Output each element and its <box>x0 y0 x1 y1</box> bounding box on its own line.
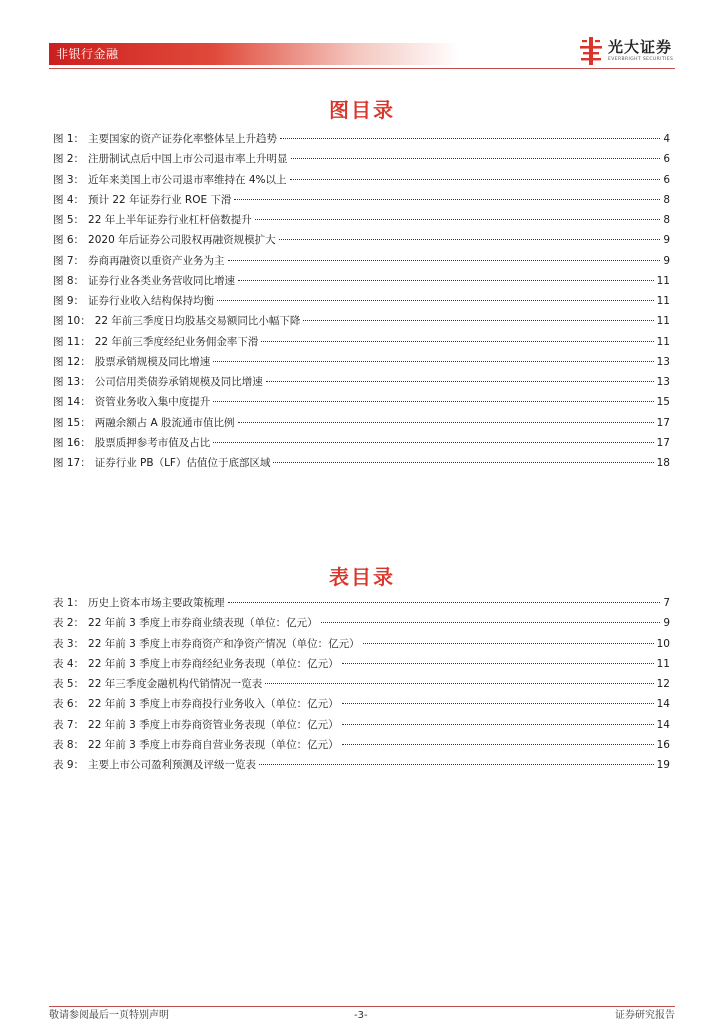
toc-entry-label: 图 14： <box>53 396 91 409</box>
toc-dot-leader <box>321 621 661 623</box>
toc-entry-label: 图 16： <box>53 436 91 449</box>
toc-entry-page: 11 <box>656 315 670 328</box>
toc-entry[interactable] <box>53 311 670 331</box>
toc-entry[interactable] <box>53 190 670 210</box>
toc-entry-label: 表 2： <box>53 617 85 630</box>
toc-entry-page: 4 <box>663 133 670 145</box>
figures-toc-title: 图目录 <box>329 98 395 122</box>
toc-entry-title: 证券行业收入结构保持均衡 <box>88 295 215 307</box>
toc-dot-leader <box>342 743 654 745</box>
toc-entry-page: 16 <box>656 738 670 751</box>
toc-dot-leader <box>266 380 654 382</box>
toc-entry[interactable] <box>53 129 670 149</box>
toc-dot-leader <box>234 198 660 200</box>
toc-entry[interactable] <box>53 755 670 775</box>
toc-dot-leader <box>265 682 653 684</box>
toc-entry-title: 2020 年后证券公司股权再融资规模扩大 <box>88 234 276 247</box>
toc-entry-page: 19 <box>656 759 670 771</box>
toc-entry[interactable] <box>53 413 670 433</box>
toc-entry-page: 11 <box>656 657 670 670</box>
toc-entry-page: 14 <box>656 698 670 711</box>
toc-entry-label: 图 10： <box>53 315 91 328</box>
toc-entry-title: 22 年前 3 季度上市券商资管业务表现（单位：亿元） <box>88 718 339 731</box>
toc-entry[interactable] <box>53 332 670 352</box>
header-section-label: 非银行金融 <box>56 47 119 61</box>
toc-entry-label: 图 2： <box>53 153 85 166</box>
toc-entry-label: 表 3： <box>53 637 85 650</box>
toc-entry-label: 图 12： <box>53 355 91 368</box>
toc-entry-label: 图 13： <box>53 376 91 388</box>
toc-entry-title: 券商再融资以重资产业务为主 <box>88 254 225 267</box>
toc-entry[interactable] <box>53 433 670 453</box>
toc-entry[interactable] <box>53 593 670 613</box>
toc-dot-leader <box>255 218 661 220</box>
toc-entry-page: 11 <box>656 335 670 348</box>
toc-dot-leader <box>342 662 654 664</box>
tables-toc-list <box>53 593 670 775</box>
toc-entry-title: 主要国家的资产证券化率整体呈上升趋势 <box>88 133 278 145</box>
toc-entry[interactable] <box>53 291 670 311</box>
toc-entry[interactable] <box>53 230 670 250</box>
toc-entry[interactable] <box>53 735 670 755</box>
everbright-logo <box>580 37 680 67</box>
toc-dot-leader <box>342 723 654 725</box>
toc-entry-page: 14 <box>656 718 670 731</box>
toc-dot-leader <box>238 421 654 423</box>
toc-dot-leader <box>213 360 653 362</box>
toc-entry[interactable] <box>53 715 670 735</box>
toc-entry-page: 15 <box>656 396 670 409</box>
toc-entry-label: 图 8： <box>53 274 85 287</box>
toc-entry-label: 图 1： <box>53 133 85 145</box>
toc-entry-page: 10 <box>656 637 670 650</box>
toc-entry-title: 22 年前 3 季度上市券商投行业务收入（单位：亿元） <box>88 698 339 711</box>
toc-dot-leader <box>228 601 661 603</box>
toc-entry[interactable] <box>53 372 670 392</box>
toc-entry-label: 图 9： <box>53 295 85 307</box>
toc-entry-title: 证券行业 PB（LF）估值位于底部区域 <box>94 457 271 469</box>
toc-entry-page: 13 <box>656 376 670 388</box>
toc-entry-title: 主要上市公司盈利预测及评级一览表 <box>88 759 257 771</box>
toc-entry-title: 证券行业各类业务营收同比增速 <box>88 274 236 287</box>
toc-entry-page: 6 <box>663 153 670 166</box>
toc-entry-title: 22 年前 3 季度上市券商业绩表现（单位：亿元） <box>88 617 318 630</box>
toc-dot-leader <box>273 461 653 463</box>
toc-entry-title: 预计 22 年证券行业 ROE 下滑 <box>88 193 232 206</box>
toc-entry-label: 图 7： <box>53 254 85 267</box>
toc-entry-label: 图 6： <box>53 234 85 247</box>
everbright-logo-icon <box>580 37 602 65</box>
toc-entry-title: 资管业务收入集中度提升 <box>94 396 211 409</box>
toc-dot-leader <box>290 178 661 180</box>
tables-toc-title: 表目录 <box>329 565 395 589</box>
toc-dot-leader <box>217 299 654 301</box>
toc-dot-leader <box>213 441 653 443</box>
toc-entry-page: 6 <box>663 173 670 186</box>
toc-entry[interactable] <box>53 352 670 372</box>
toc-dot-leader <box>238 279 654 281</box>
toc-entry-title: 22 年前 3 季度上市券商自营业务表现（单位：亿元） <box>88 738 339 751</box>
toc-entry-page: 8 <box>663 214 670 226</box>
toc-entry-title: 注册制试点后中国上市公司退市率上升明显 <box>88 153 288 166</box>
toc-dot-leader <box>291 157 661 159</box>
toc-entry-title: 历史上资本市场主要政策梳理 <box>88 597 225 609</box>
toc-entry-label: 表 5： <box>53 678 85 690</box>
toc-entry-page: 9 <box>663 234 670 247</box>
toc-entry[interactable] <box>53 674 670 694</box>
toc-entry-title: 22 年前 3 季度上市券商经纪业务表现（单位：亿元） <box>88 657 339 670</box>
toc-entry-label: 表 7： <box>53 718 85 731</box>
toc-entry[interactable] <box>53 694 670 714</box>
toc-entry-page: 11 <box>656 295 670 307</box>
toc-entry-label: 图 11： <box>53 335 91 348</box>
toc-dot-leader <box>363 642 654 644</box>
toc-entry-page: 12 <box>656 678 670 690</box>
toc-entry[interactable] <box>53 634 670 654</box>
toc-entry-label: 图 15： <box>53 416 91 429</box>
logo-english-name: EVERBRIGHT SECURITIES <box>608 57 674 62</box>
toc-entry-label: 图 4： <box>53 193 85 206</box>
toc-entry[interactable] <box>53 613 670 633</box>
toc-entry-label: 表 1： <box>53 597 85 609</box>
toc-dot-leader <box>303 319 653 321</box>
toc-entry[interactable] <box>53 170 670 190</box>
toc-dot-leader <box>279 238 661 240</box>
toc-entry-title: 股票质押参考市值及占比 <box>94 436 211 449</box>
toc-entry-page: 8 <box>663 193 670 206</box>
toc-dot-leader <box>259 763 654 765</box>
toc-dot-leader <box>228 259 661 261</box>
toc-entry[interactable] <box>53 271 670 291</box>
toc-entry-title: 22 年三季度金融机构代销情况一览表 <box>88 678 263 690</box>
figures-toc-list <box>53 129 670 473</box>
logo-chinese-name: 光大证券 <box>608 38 673 56</box>
toc-entry-page: 13 <box>656 355 670 368</box>
toc-dot-leader <box>261 340 653 342</box>
page-number: -3- <box>354 1010 368 1021</box>
toc-entry-label: 表 8： <box>53 738 85 751</box>
toc-entry-page: 18 <box>656 457 670 469</box>
toc-entry-page: 11 <box>656 274 670 287</box>
toc-entry[interactable] <box>53 392 670 412</box>
toc-entry-label: 图 3： <box>53 173 85 186</box>
toc-entry-label: 表 6： <box>53 698 85 711</box>
toc-entry-title: 22 年前 3 季度上市券商资产和净资产情况（单位：亿元） <box>88 637 360 650</box>
toc-entry-label: 图 5： <box>53 214 85 226</box>
footer-disclaimer: 敬请参阅最后一页特别声明 <box>49 1010 169 1021</box>
toc-entry-page: 9 <box>663 254 670 267</box>
toc-entry-page: 7 <box>663 597 670 609</box>
toc-entry-page: 17 <box>656 416 670 429</box>
toc-entry-title: 22 年上半年证券行业杠杆倍数提升 <box>88 214 252 226</box>
toc-entry-title: 股票承销规模及同比增速 <box>94 355 211 368</box>
toc-dot-leader <box>213 400 653 402</box>
toc-entry[interactable] <box>53 210 670 230</box>
toc-entry-label: 表 4： <box>53 657 85 670</box>
toc-entry-page: 9 <box>663 617 670 630</box>
toc-entry-page: 17 <box>656 436 670 449</box>
toc-entry[interactable] <box>53 654 670 674</box>
toc-entry[interactable] <box>53 453 670 473</box>
footer-divider <box>49 1006 675 1007</box>
toc-entry-title: 两融余额占 A 股流通市值比例 <box>94 416 235 429</box>
toc-entry-title: 近年来美国上市公司退市率维持在 4%以上 <box>88 173 287 186</box>
toc-entry-title: 22 年前三季度经纪业务佣金率下滑 <box>94 335 259 348</box>
toc-entry-title: 公司信用类债券承销规模及同比增速 <box>94 376 263 388</box>
toc-entry-label: 表 9： <box>53 759 85 771</box>
header-divider <box>49 68 675 69</box>
footer-report-type: 证券研究报告 <box>615 1010 675 1021</box>
toc-entry[interactable] <box>53 251 670 271</box>
toc-entry-label: 图 17： <box>53 457 91 469</box>
toc-entry-title: 22 年前三季度日均股基交易额同比小幅下降 <box>94 315 301 328</box>
toc-dot-leader <box>342 702 654 704</box>
toc-dot-leader <box>280 137 660 139</box>
toc-entry[interactable] <box>53 149 670 169</box>
